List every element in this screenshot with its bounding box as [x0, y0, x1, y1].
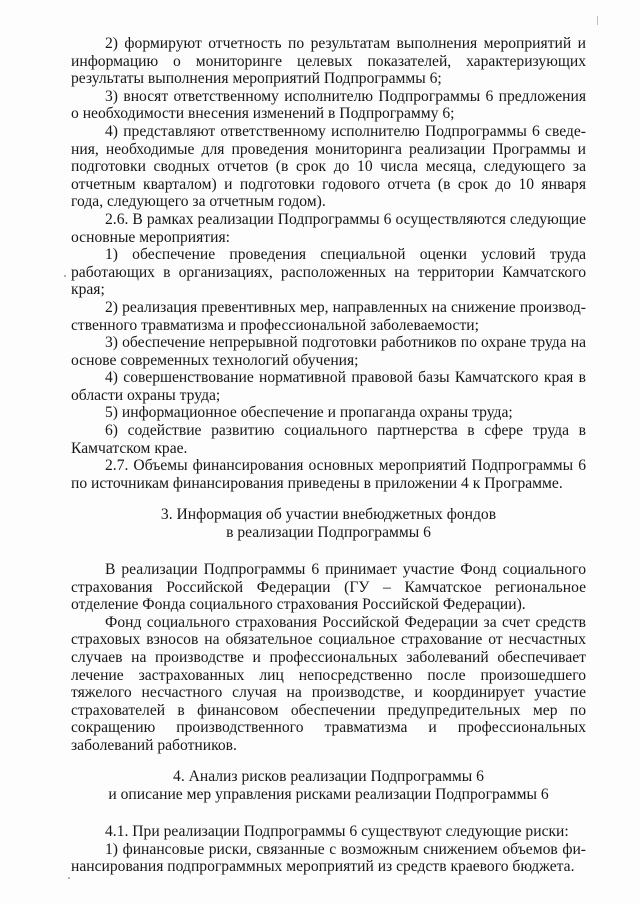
section-4 [71, 768, 586, 803]
scan-edge-mark [597, 16, 598, 25]
section-3-body [71, 561, 586, 755]
paragraph: 3) обеспечение непрерывной подготовки работников по охране труда на основе современных технологий обучения; [71, 334, 586, 369]
section-4-body [71, 823, 586, 876]
paragraph: 6) содействие развитию социального партнерства в сфере труда в Камчатском крае. [71, 422, 586, 457]
heading-line: 4. Анализ рисков реализации Подпрограммы 6 [173, 768, 484, 785]
section-3 [71, 506, 586, 541]
section-heading [71, 506, 586, 541]
paragraph: В реализации Подпрограммы 6 принимает участие Фонд социального страхования Российской Федерации (ГУ – Камчатское региональное отделение Фонда социального страхования Российской Федерации). [71, 561, 586, 614]
paragraph: Фонд социального страхования Российской Федерации за счет средств страховых взносов на обязательное социальное страхование от несчастных случаев на производстве и профессиональных заболеваний обеспечивает лечение застрахованных лиц непосредственно после произошедшего тяжелого несчастного случая на производстве, и координирует участие страхователей в финансовом обеспечении предупредительных мер по сокращению производственного травматизма и профессиональных заболеваний работников. [71, 613, 586, 754]
heading-line: в реализации Подпрограммы 6 [226, 523, 431, 541]
scan-dot-mark [64, 275, 66, 277]
paragraph: 2) реализация превентивных мер, направленных на снижение производственного травматизма и профессиональной заболеваемости; [71, 298, 586, 334]
paragraph: 1) обеспечение проведения специальной оценки условий труда работающих в организациях, расположенных на территории Камчатского края; [71, 246, 586, 299]
paragraph: 3) вносят ответственному исполнителю Подпрограммы 6 предложения о необходимости внесения изменений в Подпрограмму 6; [71, 87, 586, 123]
section-heading [71, 768, 586, 803]
paragraph: 4) совершенствование нормативной правовой базы Камчатского края в области охраны труда; [71, 369, 586, 404]
paragraph: 4) представляют ответственному исполнителю Подпрограммы 6 сведения, необходимые для проведения мониторинга реализации Программы и подготовки сводных отчетов (в срок до 10 числа месяца, следующего за отчетным кварталом) и подготовки годового отчета (в срок до 10 января года, следующего за отчетным годом). [71, 122, 586, 211]
heading-line: 3. Информация об участии внебюджетных фондов [160, 506, 497, 523]
paragraph: 1) финансовые риски, связанные с возможным снижением объемов финансирования подпрограммных мероприятий из средств краевого бюджета. [71, 840, 586, 876]
paragraph: 4.1. При реализации Подпрограммы 6 существуют следующие риски: [105, 823, 569, 840]
paragraph: 2) формируют отчетность по результатам выполнения мероприятий и информацию о мониторинге целевых показателей, характеризующих результаты выполнения мероприятий Подпрограммы 6; [71, 35, 586, 88]
heading-line: и описание мер управления рисками реализации Подпрограммы 6 [108, 785, 549, 803]
paragraph: 2.7. Объемы финансирования основных мероприятий Подпрограммы 6 по источникам финансирования приведены в приложении 4 к Программе. [71, 457, 586, 492]
measures-block [71, 35, 586, 492]
paragraph: 5) информационное обеспечение и пропаганда охраны труда; [105, 404, 513, 422]
scan-dot-mark [68, 877, 70, 879]
paragraph: 2.6. В рамках реализации Подпрограммы 6 осуществляются следующие основные мероприятия: [71, 210, 586, 246]
